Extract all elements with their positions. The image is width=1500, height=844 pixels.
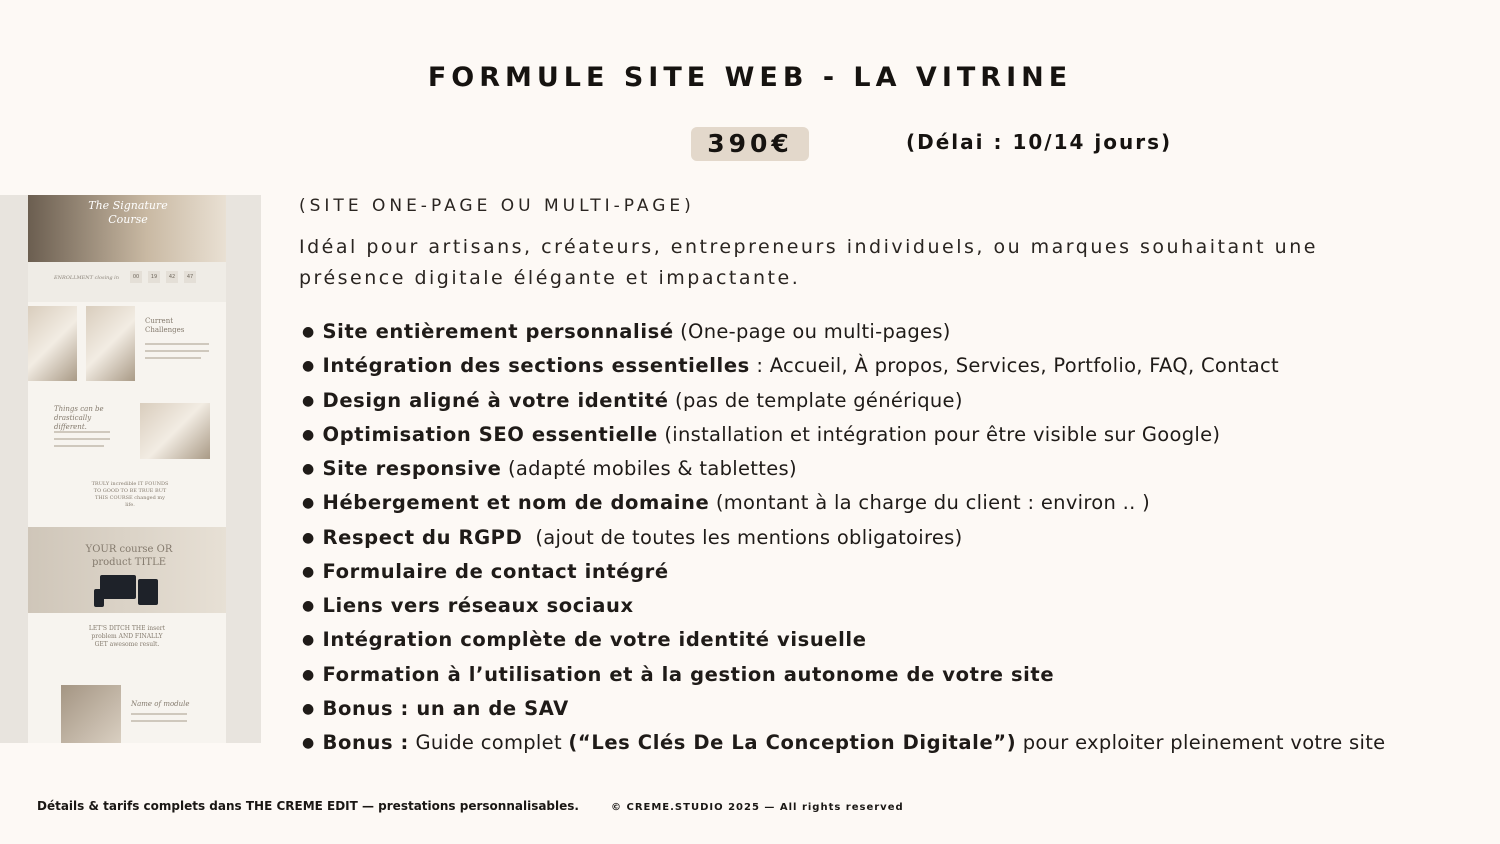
preview-text-line xyxy=(54,438,110,440)
preview-laptop-mockup xyxy=(100,575,136,599)
preview-ditch-text: LET'S DITCH THE insert problem AND FINALLY GET awesome result. xyxy=(88,625,166,648)
preview-hero-title: The Signature Course xyxy=(88,199,168,226)
countdown-days: 00 xyxy=(130,271,142,283)
preview-photo-1 xyxy=(28,306,77,381)
preview-tablet-mockup xyxy=(138,579,158,605)
feature-item: ● Liens vers réseaux sociaux xyxy=(302,594,634,617)
footer-copyright: © CREME.STUDIO 2025 — All rights reserved xyxy=(611,802,904,813)
footer-details: Détails & tarifs complets dans THE CREME EDIT — prestations personnalisables. xyxy=(37,799,579,813)
preview-product-title: YOUR course OR product TITLE xyxy=(85,544,173,568)
preview-product-banner xyxy=(28,527,226,613)
page-title: FORMULE SITE WEB - LA VITRINE xyxy=(427,62,1073,93)
feature-item: ● Site entièrement personnalisé (One-page ou multi-pages) xyxy=(302,320,951,343)
offer-intro: Idéal pour artisans, créateurs, entrepreneurs individuels, ou marques souhaitant une présence digitale élégante et impactante. xyxy=(299,236,1318,289)
offer-subtitle: (SITE ONE-PAGE OU MULTI-PAGE) xyxy=(299,196,695,216)
countdown-minutes: 42 xyxy=(166,271,178,283)
preview-phone-mockup xyxy=(94,589,104,607)
delivery-delay: (Délai : 10/14 jours) xyxy=(906,130,1173,154)
preview-photo-2 xyxy=(86,306,135,381)
preview-countdown xyxy=(28,262,226,302)
price-badge: 390€ xyxy=(691,127,809,161)
preview-hero xyxy=(28,195,226,262)
preview-things-title: Things can be drastically different. xyxy=(54,405,104,431)
feature-item: ● Site responsive (adapté mobiles & tablettes) xyxy=(302,457,797,480)
countdown-hours: 19 xyxy=(148,271,160,283)
countdown-seconds: 47 xyxy=(184,271,196,283)
preview-text-line xyxy=(145,357,201,359)
preview-text-line xyxy=(145,343,209,345)
preview-text-line xyxy=(145,350,209,352)
feature-item: ● Respect du RGPD (ajout de toutes les mentions obligatoires) xyxy=(302,525,963,549)
preview-photo-3 xyxy=(140,403,210,459)
preview-text-line xyxy=(131,713,187,715)
feature-item: ● Bonus : Guide complet (“Les Clés De La Conception Digitale”) pour exploiter pleinement votre site xyxy=(302,731,1386,754)
feature-item: ● Bonus : un an de SAV xyxy=(302,696,569,720)
feature-item: ● Formulaire de contact intégré xyxy=(302,559,669,583)
feature-item: ● Design aligné à votre identité (pas de template générique) xyxy=(302,388,963,412)
preview-page xyxy=(28,195,226,743)
preview-text-line xyxy=(54,445,104,447)
preview-enrollment-label: ENROLLMENT closing in xyxy=(54,275,120,281)
feature-item: ● Intégration complète de votre identité visuelle xyxy=(302,628,867,652)
feature-item: ● Optimisation SEO essentielle (installation et intégration pour être visible sur Google) xyxy=(302,422,1221,446)
feature-item: ● Intégration des sections essentielles : Accueil, À propos, Services, Portfolio, FAQ, Contact xyxy=(302,354,1279,378)
feature-list xyxy=(302,316,1385,761)
preview-module-photo xyxy=(61,685,121,743)
feature-item: ● Hébergement et nom de domaine (montant à la charge du client : environ .. ) xyxy=(302,491,1151,515)
preview-quote: TRULY incredible IT FOUNDS TO GOOD TO BE TRUE BUT THIS COURSE changed my life. xyxy=(91,481,169,508)
preview-challenges-title: Current Challenges xyxy=(145,317,185,334)
preview-module-title: Name of module xyxy=(131,700,190,708)
preview-text-line xyxy=(54,431,110,433)
website-preview-image xyxy=(0,195,261,743)
preview-text-line xyxy=(131,720,187,722)
feature-item: ● Formation à l’utilisation et à la gestion autonome de votre site xyxy=(302,662,1055,686)
